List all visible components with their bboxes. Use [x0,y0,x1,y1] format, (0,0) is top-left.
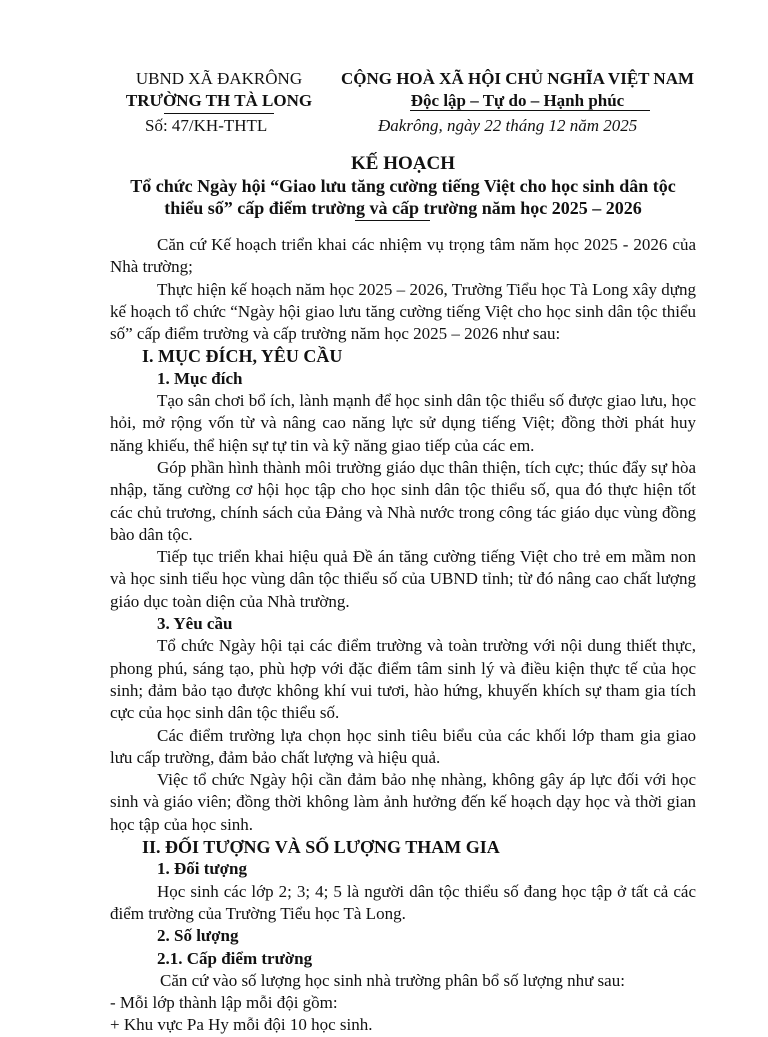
section-heading: II. ĐỐI TƯỢNG VÀ SỐ LƯỢNG THAM GIA [142,837,500,858]
paragraph: Thực hiện kế hoạch năm học 2025 – 2026, Trường Tiểu học Tà Long xây dựng kế hoạch tổ chức “Ngày hội giao lưu tăng cường tiếng Việt cho học sinh dân tộc thiểu số” cấp điểm trường và cấp trường năm học 2025 – 2026 như sau: [110,279,696,344]
national-header [340,68,695,112]
subsection-heading: 3. Yêu cầu [157,614,233,634]
list-line: + Khu vực Pa Hy mỗi đội 10 học sinh. [110,1015,373,1035]
paragraph: Tiếp tục triển khai hiệu quả Đề án tăng cường tiếng Việt cho trẻ em mầm non và học sinh tiểu học vùng dân tộc thiểu số của UBND tỉnh; từ đó nâng cao chất lượng giáo dục toàn diện của Nhà trường. [110,547,696,611]
commune-name: UBND XÃ ĐAKRÔNG [135,69,303,88]
section-heading: I. MỤC ĐÍCH, YÊU CẦU [142,346,343,367]
document-number: Số: 47/KH-THTL [145,116,268,135]
document-body [110,234,696,1037]
paragraph: Việc tổ chức Ngày hội cần đảm bảo nhẹ nhàng, không gây áp lực đối với học sinh và giáo viên; đồng thời không làm ảnh hưởng đến kế hoạch dạy học và thời gian học tập của học sinh. [110,770,696,834]
school-name: TRƯỜNG TH TÀ LONG [125,91,313,110]
paragraph: Căn cứ vào số lượng học sinh nhà trường phân bổ số lượng như sau: [160,970,625,990]
title-main: KẾ HOẠCH [351,153,455,174]
motto-underline [410,110,650,111]
subsection-heading: 1. Mục đích [157,368,243,388]
subsection-heading: 2. Số lượng [157,926,239,946]
paragraph: Góp phần hình thành môi trường giáo dục thân thiện, tích cực; thúc đẩy sự hòa nhập, tăng cường cơ hội học tập cho học sinh dân tộc thiểu số, qua đó thực hiện tốt các chủ trương, chính sách của Đảng và Nhà nước trong công tác giáo dục vùng đồng bào dân tộc. [110,457,696,544]
issuing-authority [108,68,330,114]
paragraph: Tổ chức Ngày hội tại các điểm trường và toàn trường với nội dung thiết thực, phong phú, sáng tạo, phù hợp với đặc điểm tâm sinh lý và điều kiện thực tế của học sinh; đảm bảo tạo được không khí vui tươi, hào hứng, khuyến khích sự tham gia tích cực của học sinh dân tộc thiểu số. [110,636,696,723]
paragraph: Học sinh các lớp 2; 3; 4; 5 là người dân tộc thiểu số đang học tập ở tất cả các điểm trường của Trường Tiểu học Tà Long. [110,881,696,923]
document-title [108,153,698,221]
list-line: - Mỗi lớp thành lập mỗi đội gồm: [110,993,338,1013]
document-date: Đakrông, ngày 22 tháng 12 năm 2025 [378,116,638,135]
title-line-1: Tổ chức Ngày hội “Giao lưu tăng cường tiếng Việt cho học sinh dân tộc [130,176,676,196]
title-underline [355,220,430,221]
national-title: CỘNG HOÀ XÃ HỘI CHỦ NGHĨA VIỆT NAM [340,69,695,88]
title-line-2: thiểu số” cấp điểm trường và cấp trường năm học 2025 – 2026 [164,198,642,218]
paragraph: Tạo sân chơi bổ ích, lành mạnh để học sinh dân tộc thiểu số được giao lưu, học hỏi, mở rộng vốn từ và nâng cao năng lực sử dụng tiếng Việt; đồng thời phát huy năng khiếu, thể hiện sự tự tin và kỹ năng giao tiếp của các em. [110,391,696,455]
paragraph: Căn cứ Kế hoạch triển khai các nhiệm vụ trọng tâm năm học 2025 - 2026 của Nhà trường; [110,235,696,277]
subsection-heading: 1. Đối tượng [157,859,247,879]
national-motto: Độc lập – Tự do – Hạnh phúc [410,91,625,110]
subsection-heading: 2.1. Cấp điểm trường [157,948,313,968]
school-name-underline [164,113,274,114]
paragraph: Các điểm trường lựa chọn học sinh tiêu biểu của các khối lớp tham gia giao lưu cấp trường, đảm bảo chất lượng và hiệu quả. [110,725,696,767]
